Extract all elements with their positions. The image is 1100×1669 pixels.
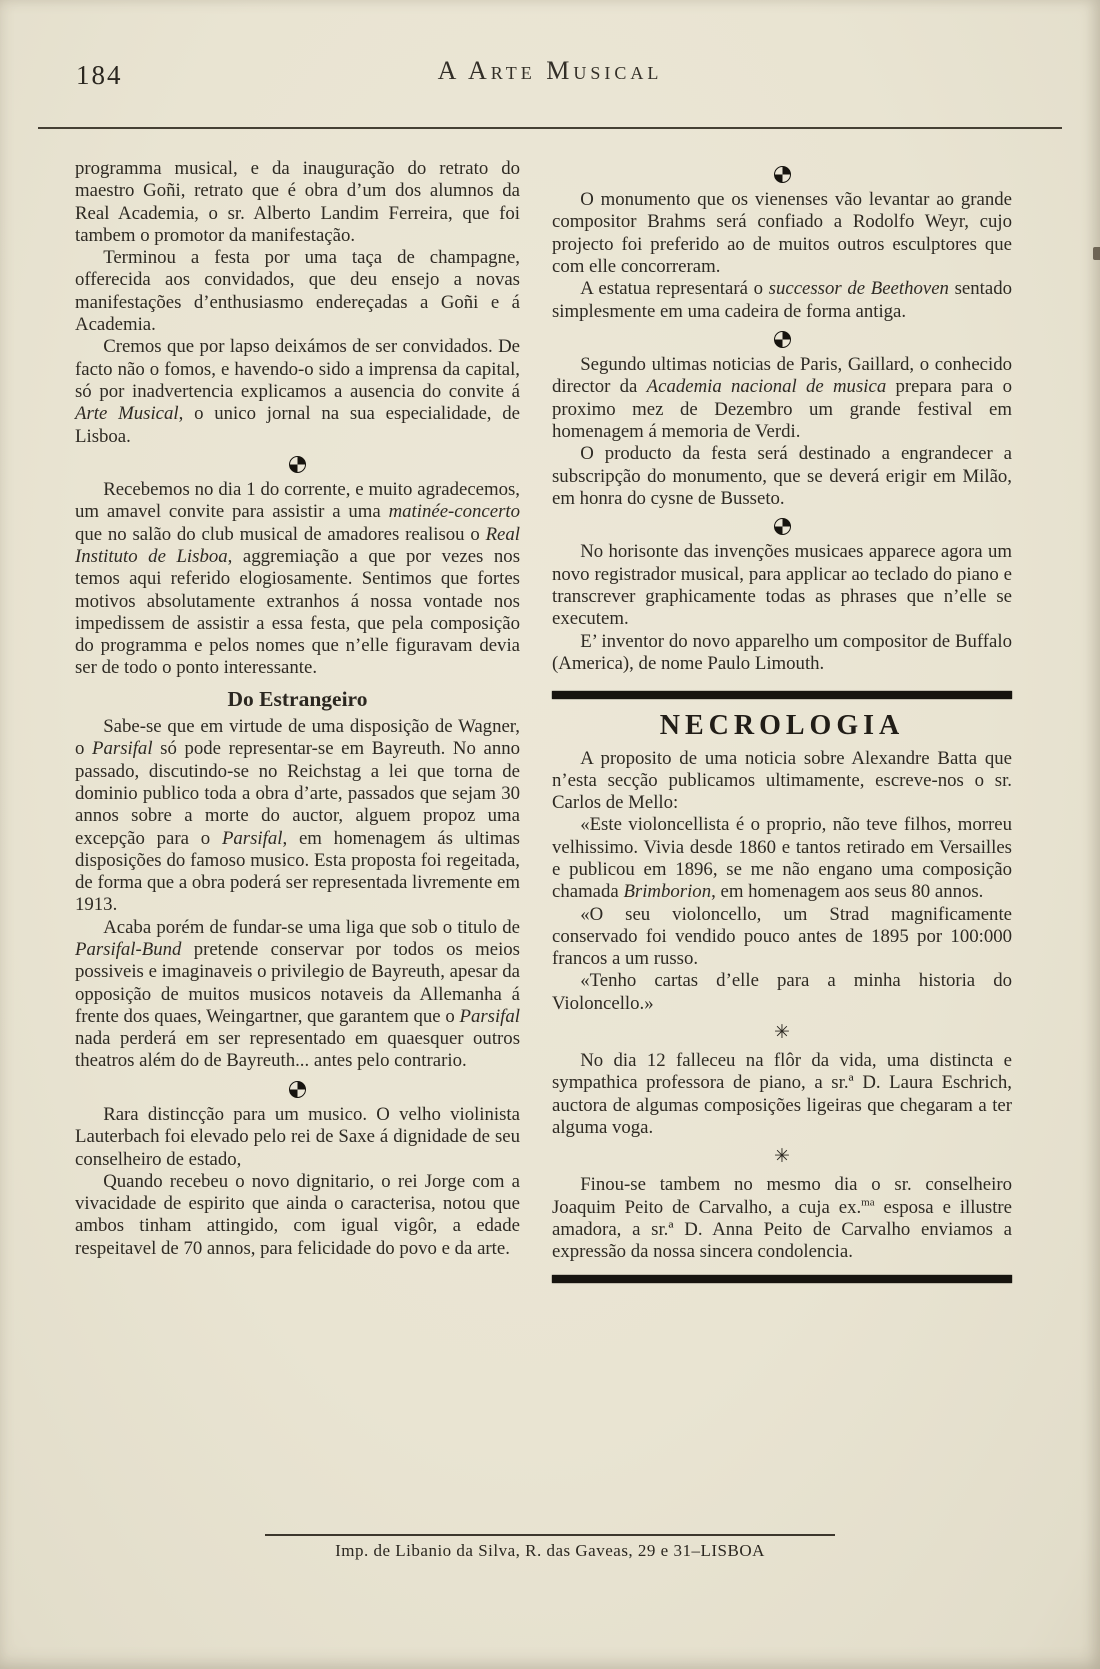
paragraph [75,158,520,247]
text-run: «Tenho cartas d’elle para a minha historia do Violoncello.» [552,970,1012,1014]
text-run: Sabe-se que em virtude de uma disposição de Wagner, o [75,716,520,760]
italic-text-run: Parsifal-Bund [75,938,182,960]
paragraph [552,748,1012,815]
text-run: O producto da festa será destinado a engrandecer a subscripção do monumento, que se deverá erigir em Milão, em honra do cysne de Busseto. [552,443,1012,509]
page-header [0,0,1100,132]
text-run: Terminou a festa por uma taça de champagne, offerecida aos convidados, que deu ensejo a novas manifestações d’enthusiasmo endereçadas a Goñi e á Academia. [75,247,520,336]
paragraph [75,716,520,917]
paragraph [552,354,1012,443]
quartered-circle-fleuron-icon [774,518,791,535]
asterisk-icon: ✳ [774,1022,790,1044]
fleuron-separator [75,1080,520,1098]
italic-text-run: Parsifal [92,738,153,760]
left-column [75,158,520,1540]
quartered-circle-fleuron-icon [774,331,791,348]
section-heading: NECROLOGIA [659,710,905,742]
asterisk-icon: ✳ [774,1146,790,1168]
fleuron-separator [552,165,1012,183]
text-run: Cremos que por lapso deixámos de ser convidados. De facto não o fomos, e havendo-o sido a imprensa da capital, só por inadvertencia explicamos a ausencia do convite á [75,336,520,402]
italic-text-run: Arte Musical [75,403,179,425]
page-footer [0,1534,1100,1561]
italic-text-run: Real Instituto de Lisboa [75,523,520,567]
text-run: esposa e illustre amadora, a sr.ª D. Anna Peito de Carvalho enviamos a expressão da nossa sincera condolencia. [552,1196,1012,1263]
paragraph [552,278,1012,323]
header-rule [38,127,1062,129]
text-run: E’ inventor do novo apparelho um compositor de Buffalo (America), de nome Paulo Limouth. [552,630,1012,674]
paragraph [75,247,520,336]
text-run: só pode representar-se em Bayreuth. No anno passado, discutindo-se no Reichstag a lei que torna de dominio publico toda a obra d’arte, passados que sejam 30 annos sobre a morte do auctor, alguem propoz uma excepção para o [75,738,520,849]
paragraph [75,479,520,680]
right-column [552,158,1012,1540]
text-run: «Este violoncellista é o proprio, não teve filhos, morreu velhissimo. Vivia desde 1860 e tantos retirado em Versailles e publicou em 1896, se me não engano uma composição chamada [552,814,1012,903]
paragraph [75,917,520,1073]
text-run: pretende conservar por todos os meios possiveis e imaginaveis o privilegio de Bayreuth, apesar da opposição de muitos musicos notaveis da Allemanha á frente dos quaes, Weingartner, que garantem que o [75,938,520,1027]
fleuron-separator [75,455,520,473]
text-run: Acaba porém de fundar-se uma liga que sob o titulo de [103,916,520,938]
text-run: , o unico jornal na sua especialidade, de Lisboa. [75,403,520,447]
fleuron-separator [552,330,1012,348]
text-run: nada perderá em ser representado em quaesquer outros theatros além do de Bayreuth... antes pelo contrario. [75,1028,520,1072]
text-run: No horisonte das invenções musicaes apparece agora um novo registrador musical, para applicar ao teclado do piano e transcrever graphicamente todas as phrases que n’elle se executem. [552,541,1012,630]
text-run: que no salão do club musical de amadores realisou o [75,523,486,545]
text-run: «O seu violoncello, um Strad magnificamente conservado foi vendido pouco antes de 1895 por 100:000 francos a um russo. [552,903,1012,970]
paragraph [552,443,1012,510]
italic-text-run: Academia nacional de musica [646,376,887,398]
paragraph [552,970,1012,1015]
text-run: Quando recebeu o novo dignitario, o rei Jorge com a vivacidade de espirito que ainda o caracterisa, notou que ambos tinham attingido, com igual vigôr, a edade respeitavel de 70 annos, para felicidade do povo e da arte. [75,1170,520,1259]
text-run: A estatua representará o [580,278,769,300]
text-run: prepara para o proximo mez de Dezembro um grande festival em homenagem á memoria de Verdi. [552,376,1013,443]
text-run: O monumento que os vienenses vão levantar ao grande compositor Brahms será confiado a Rodolfo Weyr, cujo projecto foi preferido ao de muitos outros esculptores que com elle concorreram. [552,189,1012,278]
text-run: Segundo ultimas noticias de Paris, Gaillard, o conhecido director da [552,354,1012,398]
text-run: Recebemos no dia 1 do corrente, e muito agradecemos, um amavel convite para assistir a uma [75,479,520,523]
text-run: sentado simplesmente em uma cadeira de forma antiga. [552,278,1012,322]
page-number: 184 [76,60,123,90]
italic-text-run: Parsifal [221,827,283,849]
italic-text-run: matinée-concerto [388,501,520,523]
asterisk-separator [552,1147,1012,1167]
paragraph [75,1104,520,1171]
text-run: Finou-se tambem no mesmo dia o sr. conselheiro Joaquim Peito de Carvalho, a cuja ex. [552,1174,1012,1218]
fleuron-separator [552,517,1012,535]
text-columns [0,132,1100,1540]
section-divider-bar [552,1275,1012,1283]
paragraph [552,189,1012,278]
paragraph [552,631,1012,676]
journal-title: A Arte Musical [437,56,663,85]
italic-text-run: Parsifal [459,1005,520,1027]
quartered-circle-fleuron-icon [289,1081,306,1098]
quartered-circle-fleuron-icon [774,166,791,183]
quartered-circle-fleuron-icon [289,456,306,473]
italic-text-run: Brimborion [623,881,712,903]
imprint-text: Imp. de Libanio da Silva, R. das Gaveas, 29 e 31–LISBOA [335,1541,765,1560]
text-run: , em homenagem ás ultimas disposições do famoso musico. Esta proposta foi regeitada, de forma que a obra poderá ser representada livremente em 1913. [75,827,520,916]
text-run: Rara distincção para um musico. O velho violinista Lauterbach foi elevado pelo rei de Saxe á dignidade de seu conselheiro de estado, [75,1103,520,1170]
paragraph [75,336,520,447]
text-run: A proposito de uma noticia sobre Alexandre Batta que n’esta secção publicamos ultimamente, escreve-nos o sr. Carlos de Mello: [552,747,1012,814]
paragraph [552,814,1012,903]
section-divider-bar [552,691,1012,699]
paragraph [552,1050,1012,1139]
text-run: No dia 12 falleceu na flôr da vida, uma distincta e sympathica professora de piano, a sr.ª D. Laura Eschrich, auctora de algumas composições ligeiras que chegaram a ter alguma voga. [552,1050,1012,1138]
text-run: programma musical, e da inauguração do retrato do maestro Goñi, retrato que é obra d’um dos alumnos da Real Academia, o sr. Alberto Landim Ferreira, que foi tambem o promotor da manifestação. [75,158,520,246]
paragraph [75,1171,520,1260]
scan-edge-mark [1093,247,1100,260]
text-run: , em homenagem aos seus 80 annos. [711,881,984,903]
subsection-heading: Do Estrangeiro [227,686,368,711]
italic-text-run: successor de Beethoven [768,278,949,300]
paragraph [552,904,1012,971]
paragraph [552,541,1012,630]
text-run: , aggremiação a que por vezes nos temos aqui referido elogiosamente. Sentimos que fortes motivos absolutamente extranhos á nossa vontade nos impedissem de assistir a essa festa, que pela composição do programma e pelos nomes que n’elle figuravam devia ser de todo o ponto interessante. [75,545,521,679]
superscript-text-run: ma [861,1196,875,1209]
paragraph [552,1174,1012,1263]
asterisk-separator [552,1023,1012,1043]
imprint-rule [265,1534,835,1536]
